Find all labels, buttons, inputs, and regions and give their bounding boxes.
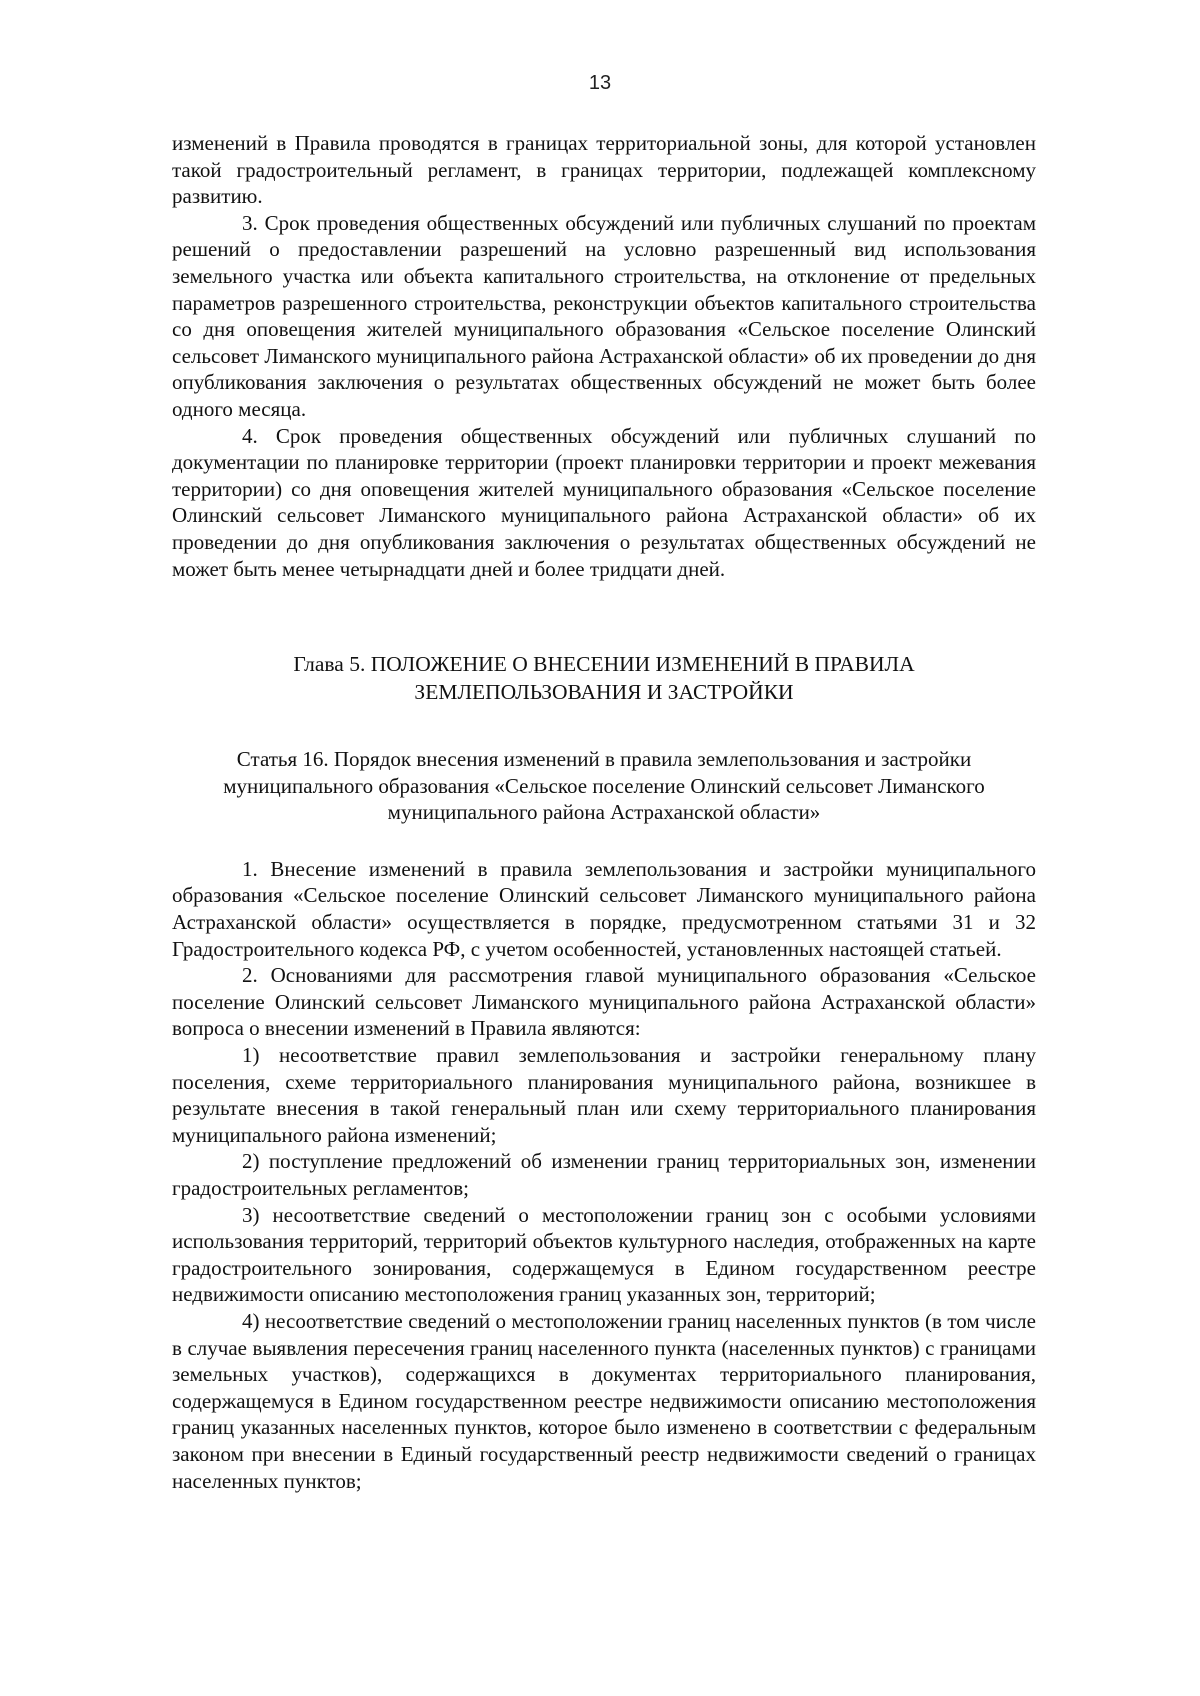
paragraph-continuation: изменений в Правила проводятся в границах территориальной зоны, для которой установлен такой градостроительный регламент, в границах территории, подлежащей комплексному развитию.: [172, 131, 1036, 209]
chapter-heading-line-2: ЗЕМЛЕПОЛЬЗОВАНИЯ И ЗАСТРОЙКИ: [414, 680, 794, 705]
article-heading-line-1: Статья 16. Порядок внесения изменений в правила землепользования и застройки: [236, 747, 972, 772]
article-heading-line-2: муниципального образования «Сельское поселение Олинский сельсовет Лиманского: [223, 773, 985, 798]
list-item-3: 3) несоответствие сведений о местоположении границ зон с особыми условиями использования территорий, территорий объектов культурного наследия, отображенных на карте градостроительного зонирования, содержащемуся в Едином государственном реестре недвижимости описанию местоположения границ указанных зон, территорий;: [172, 1202, 1036, 1307]
paragraph-item-3: 3. Срок проведения общественных обсуждений или публичных слушаний по проектам решений о предоставлении разрешений на условно разрешенный вид использования земельного участка или объекта капитального строительства, на отклонение от предельных параметров разрешенного строительства, реконструкции объектов капитального строительства со дня оповещения жителей муниципального образования «Сельское поселение Олинский сельсовет Лиманского муниципального района Астраханской области» об их проведении до дня опубликования заключения о результатах общественных обсуждений не может быть более одного месяца.: [172, 210, 1036, 421]
chapter-heading: [172, 650, 1036, 706]
page-number: 13: [588, 72, 612, 94]
list-item-2: 2) поступление предложений об изменении границ территориальных зон, изменении градостроительных регламентов;: [172, 1149, 1036, 1200]
paragraph-item-4: 4. Срок проведения общественных обсуждений или публичных слушаний по документации по планировке территории (проект планировки территории и проект межевания территории) со дня оповещения жителей муниципального образования «Сельское поселение Олинский сельсовет Лиманского муниципального района Астраханской области» об их проведении до дня опубликования заключения о результатах общественных обсуждений не может быть менее четырнадцати дней и более тридцати дней.: [172, 423, 1036, 581]
article-paragraph-1: 1. Внесение изменений в правила землепользования и застройки муниципального образования «Сельское поселение Олинский сельсовет Лиманского муниципального района Астраханской области» осуществляется в порядке, предусмотренном статьями 31 и 32 Градостроительного кодекса РФ, с учетом особенностей, установленных настоящей статьей.: [172, 856, 1036, 961]
list-item-1: 1) несоответствие правил землепользования и застройки генеральному плану поселения, схеме территориального планирования муниципального района, возникшее в результате внесения в такой генеральный план или схему территориального планирования муниципального района изменений;: [172, 1043, 1036, 1147]
chapter-heading-line-1: Глава 5. ПОЛОЖЕНИЕ О ВНЕСЕНИИ ИЗМЕНЕНИЙ В ПРАВИЛА: [293, 652, 915, 677]
article-heading: [172, 746, 1036, 826]
article-paragraph-2: 2. Основаниями для рассмотрения главой муниципального образования «Сельское поселение Олинский сельсовет Лиманского муниципального района Астраханской области» вопроса о внесении изменений в Правила являются:: [172, 963, 1036, 1041]
list-item-4: 4) несоответствие сведений о местоположении границ населенных пунктов (в том числе в случае выявления пересечения границ населенного пункта (населенных пунктов) с границами земельных участков), содержащихся в документах территориального планирования, содержащемуся в Едином государственном реестре недвижимости описанию местоположения границ указанных населенных пунктов, которое было изменено в соответствии с федеральным законом при внесении в Единый государственный реестр недвижимости сведений о границах населенных пунктов;: [172, 1308, 1036, 1493]
document-body: [172, 130, 1036, 1494]
article-heading-line-3: муниципального района Астраханской области»: [387, 800, 821, 825]
